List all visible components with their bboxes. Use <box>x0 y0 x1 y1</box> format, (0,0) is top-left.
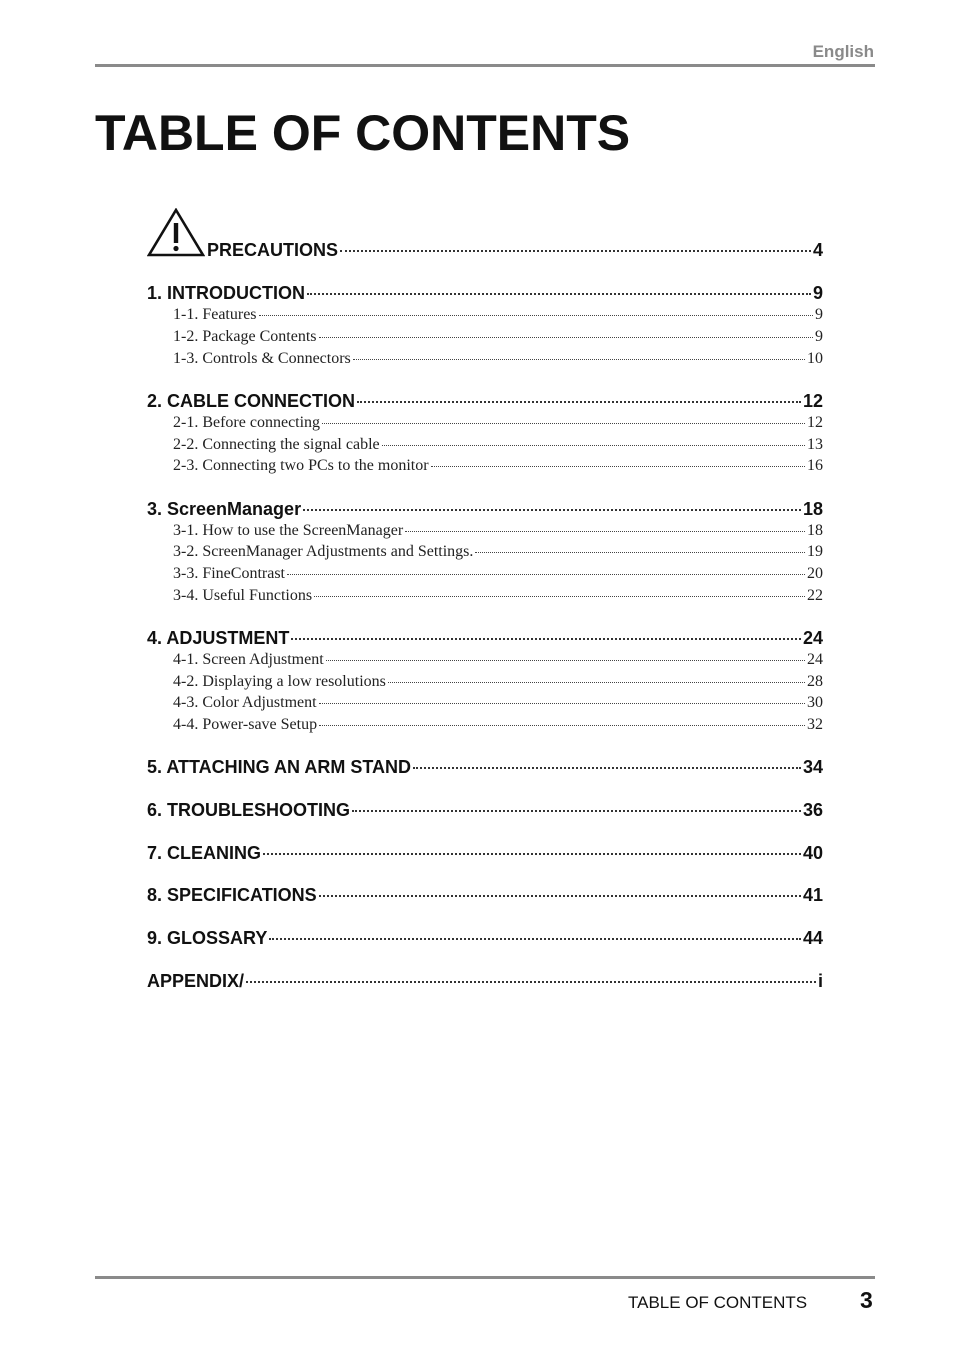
toc-subentry-title: 4-3. Color Adjustment <box>173 694 317 711</box>
toc-entry-title: 6. TROUBLESHOOTING <box>147 800 351 820</box>
toc-entry-title: PRECAUTIONS <box>207 240 339 260</box>
toc-subentry-title: 3-4. Useful Functions <box>173 587 313 604</box>
toc-subentry-title: 4-4. Power-save Setup <box>173 716 318 733</box>
toc-entry-title: 5. ATTACHING AN ARM STAND <box>147 757 411 777</box>
toc-subentry[interactable] <box>147 457 823 475</box>
toc-entry-page: 12 <box>802 391 823 411</box>
toc-entry-cable-connection[interactable] <box>147 391 823 412</box>
toc-subentry-title: 1-1. Features <box>173 306 257 323</box>
toc-entry-specifications[interactable] <box>147 885 823 906</box>
toc-subentry-page: 24 <box>807 651 823 668</box>
footer-rule <box>95 1276 875 1279</box>
footer-section-label: TABLE OF CONTENTS <box>628 1293 808 1312</box>
toc-subentry[interactable] <box>147 543 823 561</box>
toc-subentry-title: 2-3. Connecting two PCs to the monitor <box>173 457 429 474</box>
footer-page-number: 3 <box>860 1287 873 1313</box>
toc-subentry-page: 19 <box>807 543 823 560</box>
toc-entry-title: APPENDIX/ <box>147 971 245 991</box>
toc-subentry-page: 18 <box>807 522 823 539</box>
toc-entry-title: 2. CABLE CONNECTION <box>147 391 356 411</box>
toc-subentry-page: 30 <box>807 694 823 711</box>
toc-subentry-page: 9 <box>815 328 823 345</box>
toc-subentry-page: 16 <box>807 457 823 474</box>
toc-entry-glossary[interactable] <box>147 928 823 949</box>
toc-subentry-title: 1-3. Controls & Connectors <box>173 350 351 367</box>
toc-subentry[interactable] <box>147 565 823 583</box>
toc-entry-arm-stand[interactable] <box>147 757 823 778</box>
toc-subentry-page: 20 <box>807 565 823 582</box>
page-title: TABLE OF CONTENTS <box>95 105 631 161</box>
toc-subentry-title: 4-1. Screen Adjustment <box>173 651 324 668</box>
toc-entry-troubleshooting[interactable] <box>147 800 823 821</box>
toc-entry-page: 9 <box>812 283 823 303</box>
toc-entry-cleaning[interactable] <box>147 843 823 864</box>
toc-subentry-page: 28 <box>807 673 823 690</box>
toc-entry-page: 34 <box>802 757 823 777</box>
toc-subentry-page: 12 <box>807 414 823 431</box>
header-language: English <box>812 42 874 61</box>
toc-entry-appendix[interactable] <box>147 971 823 992</box>
toc-subentry-page: 22 <box>807 587 823 604</box>
toc-entry-page: i <box>817 971 823 991</box>
toc-subentry[interactable] <box>147 522 823 540</box>
toc-subentry[interactable] <box>147 694 823 712</box>
toc-subentry[interactable] <box>147 651 823 669</box>
toc-entry-precautions[interactable] <box>147 240 823 261</box>
toc-subentry[interactable] <box>147 350 823 368</box>
toc-entry-page: 24 <box>802 628 823 648</box>
toc-subentry[interactable] <box>147 414 823 432</box>
toc-subentry[interactable] <box>147 436 823 454</box>
toc-entry-page: 4 <box>812 240 823 260</box>
toc-entry-screenmanager[interactable] <box>147 499 823 520</box>
toc-subentry[interactable] <box>147 716 823 734</box>
toc-entry-title: 3. ScreenManager <box>147 499 302 519</box>
toc-entry-introduction[interactable] <box>147 283 823 304</box>
toc-entry-page: 36 <box>802 800 823 820</box>
toc-entry-adjustment[interactable] <box>147 628 823 649</box>
toc-subentry[interactable] <box>147 587 823 605</box>
toc-entry-page: 40 <box>802 843 823 863</box>
toc-subentry-title: 2-1. Before connecting <box>173 414 321 431</box>
toc-entry-title: 8. SPECIFICATIONS <box>147 885 317 905</box>
toc-subentry-page: 9 <box>815 306 823 323</box>
toc-subentry[interactable] <box>147 328 823 346</box>
toc-subentry-title: 3-2. ScreenManager Adjustments and Settings. <box>173 543 474 560</box>
toc-subentry[interactable] <box>147 306 823 324</box>
toc-entry-title: 1. INTRODUCTION <box>147 283 306 303</box>
toc-entry-page: 44 <box>802 928 823 948</box>
toc-entry-page: 41 <box>802 885 823 905</box>
toc-entry-title: 7. CLEANING <box>147 843 262 863</box>
toc-subentry-title: 4-2. Displaying a low resolutions <box>173 673 386 690</box>
toc-entry-page: 18 <box>802 499 823 519</box>
toc-entry-title: 4. ADJUSTMENT <box>147 628 290 648</box>
toc-subentry-page: 13 <box>807 436 823 453</box>
header-rule <box>95 64 875 67</box>
toc-subentry-title: 3-3. FineContrast <box>173 565 285 582</box>
toc-subentry-title: 1-2. Package Contents <box>173 328 317 345</box>
toc-entry-title: 9. GLOSSARY <box>147 928 268 948</box>
toc-subentry[interactable] <box>147 673 823 691</box>
toc-subentry-title: 3-1. How to use the ScreenManager <box>173 522 404 539</box>
toc-subentry-page: 32 <box>807 716 823 733</box>
toc-subentry-page: 10 <box>807 350 823 367</box>
toc-subentry-title: 2-2. Connecting the signal cable <box>173 436 380 453</box>
